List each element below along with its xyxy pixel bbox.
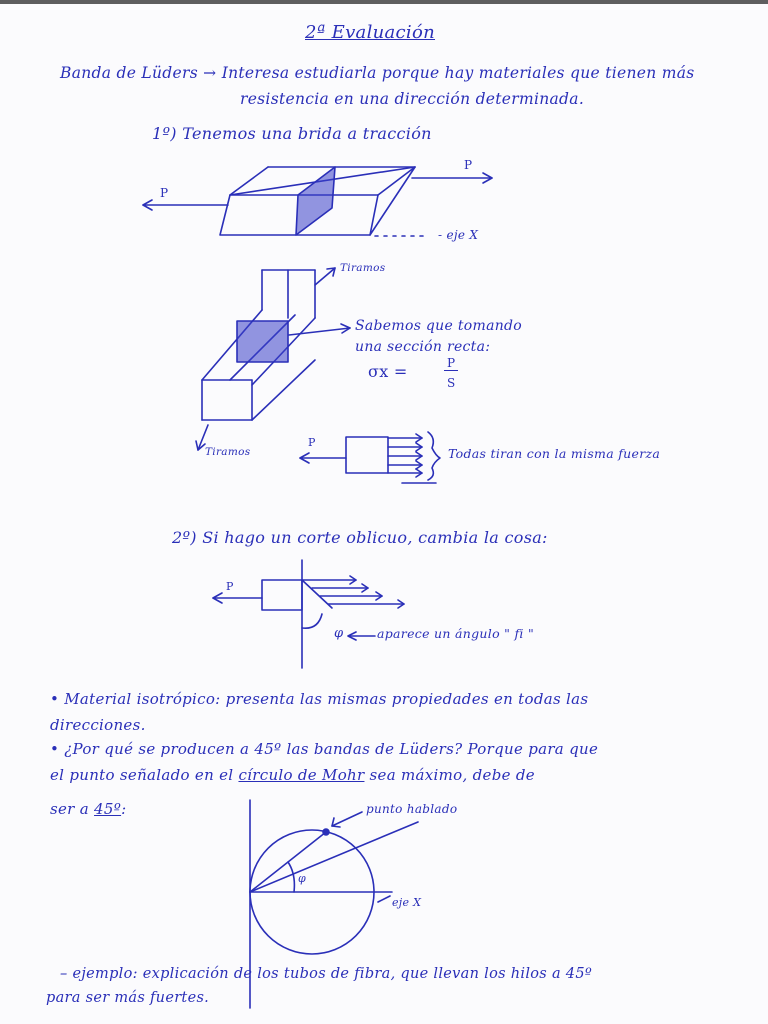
oblique-block (262, 580, 302, 610)
note-isotropic-line2: direcciones. (50, 716, 146, 734)
equal-forces-diagram (300, 432, 440, 483)
note-why-line2 (50, 766, 535, 784)
note-misma-fuerza: Todas tiran con la misma fuerza (448, 446, 661, 461)
mohr-label-point: punto hablado (366, 802, 458, 816)
example-line1: – ejemplo: explicación de los tubos de fibra, que llevan los hilos a 45º (60, 966, 592, 982)
label-tiramos-bottom: Tiramos (205, 446, 251, 458)
label-p-right: P (464, 158, 473, 172)
tiramos-top-arrow (315, 268, 335, 285)
column-diagram (196, 268, 350, 450)
note-why-line3 (50, 800, 126, 818)
note-mohr-circle: círculo de Mohr (238, 766, 365, 784)
small-block (346, 437, 388, 473)
mohr-axis-pointer (378, 896, 390, 902)
formula-numerator: P (444, 356, 458, 371)
note-why-line2-part1: el punto señalado en el (50, 766, 239, 784)
column-cross-section (237, 321, 288, 362)
note-sabemos-line1: Sabemos que tomando (355, 318, 523, 334)
section-1-heading: 1º) Tenemos una brida a tracción (152, 124, 432, 143)
note-isotropic-line1: • Material isotrópico: presenta las mismas propiedades en todas las (50, 690, 589, 708)
oblique-angle-symbol: φ (334, 626, 344, 641)
mohr-label-eje-x: eje X (392, 896, 422, 909)
note-sabemos-line2: una sección recta: (355, 339, 491, 355)
brace (428, 432, 440, 480)
oblique-label-p: P (226, 580, 234, 593)
note-why-line3-part1: ser a (50, 800, 95, 818)
label-eje-x-top: - eje X (438, 228, 479, 242)
mohr-diagonal-line (250, 822, 418, 892)
label-tiramos-top: Tiramos (340, 262, 386, 274)
mohr-angle-symbol: φ (298, 872, 307, 885)
oblique-angle-note: aparece un ángulo " fi " (377, 626, 535, 641)
mohr-angle-arc (288, 862, 294, 892)
mohr-point-pointer (332, 812, 362, 826)
example-line2: para ser más fuertes. (46, 990, 210, 1006)
intro-line-1: Banda de Lüders → Interesa estudiarla porque hay materiales que tienen más (60, 64, 695, 82)
bar-diagram (143, 167, 492, 236)
column-bottom-right (252, 360, 315, 420)
note-why-line1: • ¿Por qué se producen a 45º las bandas de Lüders? Porque para que (50, 740, 599, 758)
page-title: 2ª Evaluación (305, 22, 436, 43)
note-pointer-arrow (289, 328, 350, 335)
label-p-small: P (308, 436, 316, 449)
intro-line-2: resistencia en una dirección determinada. (240, 90, 585, 108)
bar-cross-section (296, 167, 335, 235)
note-why-line3-part3: : (121, 800, 127, 818)
mohr-point (323, 829, 329, 835)
oblique-angle-arc (302, 614, 322, 628)
note-why-line2-part3: sea máximo, debe de (364, 766, 535, 784)
section-2-heading: 2º) Si hago un corte oblicuo, cambia la cosa: (172, 528, 548, 547)
label-p-left: P (160, 186, 169, 200)
oblique-cut-diagram (213, 560, 404, 668)
formula-lhs: σx = (368, 362, 408, 381)
note-45-degrees: 45º (94, 800, 122, 818)
formula-denominator-text: S (447, 376, 456, 390)
